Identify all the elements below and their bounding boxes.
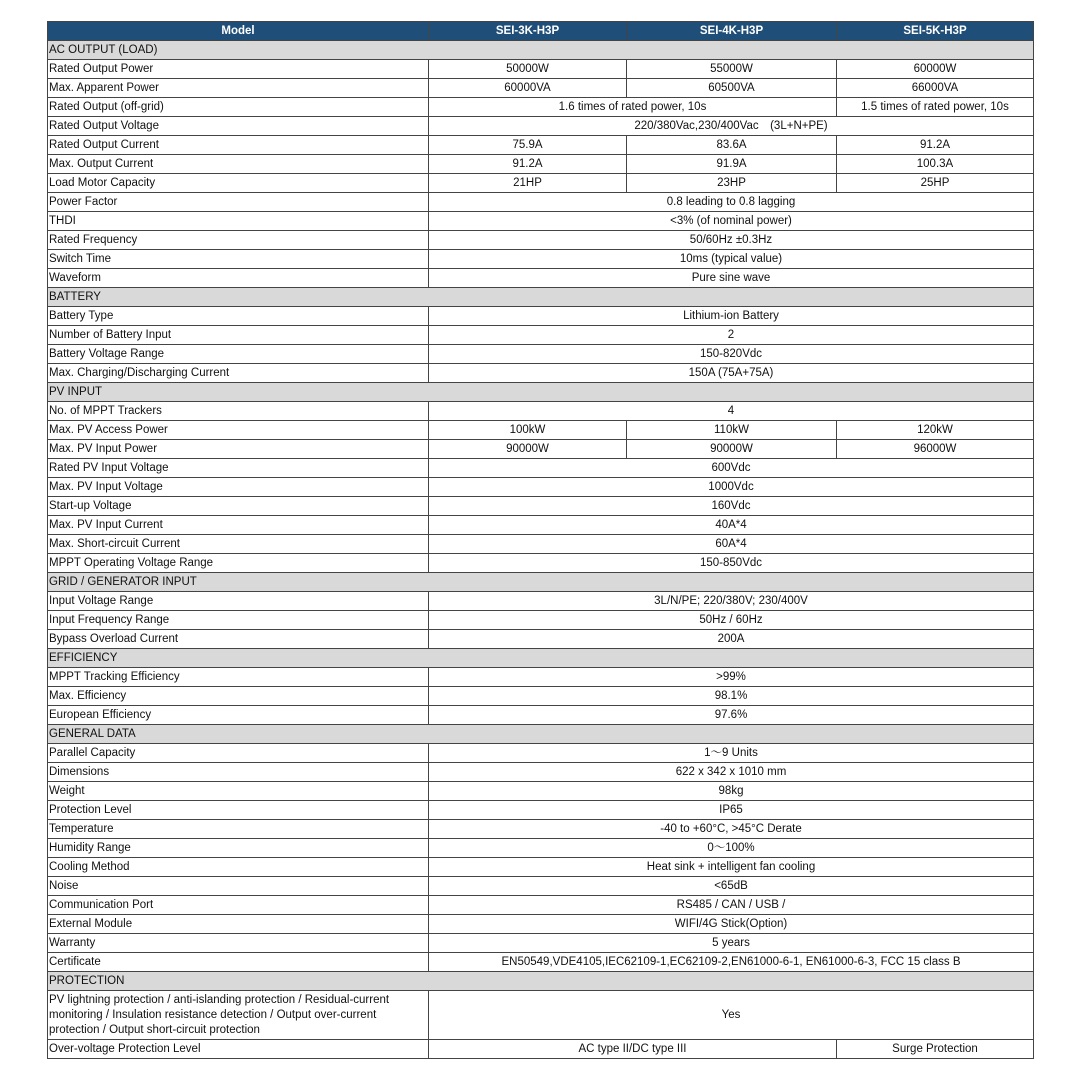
table-row: [48, 345, 1034, 364]
row-value: 220/380Vac,230/400Vac (3L+N+PE): [429, 117, 1034, 136]
header-model-3: SEI-5K-H3P: [837, 22, 1034, 41]
table-row: [48, 231, 1034, 250]
row-label: Battery Type: [48, 307, 429, 326]
table-row: [48, 155, 1034, 174]
row-value: 5 years: [429, 934, 1034, 953]
table-row: [48, 459, 1034, 478]
row-label: Input Frequency Range: [48, 611, 429, 630]
row-value: 200A: [429, 630, 1034, 649]
row-label: Certificate: [48, 953, 429, 972]
row-label: Max. Short-circuit Current: [48, 535, 429, 554]
table-row: [48, 858, 1034, 877]
row-value: 1.6 times of rated power, 10s: [429, 98, 837, 117]
row-value: 55000W: [627, 60, 837, 79]
spec-table: [47, 21, 1034, 1059]
row-value: 0.8 leading to 0.8 lagging: [429, 193, 1034, 212]
row-value: 60500VA: [627, 79, 837, 98]
row-value: 150-820Vdc: [429, 345, 1034, 364]
section-ac-output: AC OUTPUT (LOAD): [48, 41, 1034, 60]
row-label: Max. PV Input Power: [48, 440, 429, 459]
row-value: >99%: [429, 668, 1034, 687]
row-value: Heat sink + intelligent fan cooling: [429, 858, 1034, 877]
row-label: Power Factor: [48, 193, 429, 212]
row-value: 10ms (typical value): [429, 250, 1034, 269]
row-value: <3% (of nominal power): [429, 212, 1034, 231]
table-row: [48, 364, 1034, 383]
row-value: AC type II/DC type III: [429, 1040, 837, 1059]
row-value: 91.2A: [837, 136, 1034, 155]
table-row: [48, 611, 1034, 630]
table-row: [48, 896, 1034, 915]
section-battery: BATTERY: [48, 288, 1034, 307]
table-row: [48, 440, 1034, 459]
row-value: 91.2A: [429, 155, 627, 174]
row-value: 0〜100%: [429, 839, 1034, 858]
table-row: [48, 117, 1034, 136]
section-efficiency: EFFICIENCY: [48, 649, 1034, 668]
row-value: EN50549,VDE4105,IEC62109-1,EC62109-2,EN61000-6-1, EN61000-6-3, FCC 15 class B: [429, 953, 1034, 972]
table-row: [48, 516, 1034, 535]
row-value: 90000W: [627, 440, 837, 459]
table-row: [48, 79, 1034, 98]
row-label: Cooling Method: [48, 858, 429, 877]
table-row: [48, 212, 1034, 231]
row-label: Parallel Capacity: [48, 744, 429, 763]
row-label: No. of MPPT Trackers: [48, 402, 429, 421]
row-value: 150A (75A+75A): [429, 364, 1034, 383]
row-label: Temperature: [48, 820, 429, 839]
row-value: RS485 / CAN / USB /: [429, 896, 1034, 915]
section-row: [48, 288, 1034, 307]
table-row: [48, 193, 1034, 212]
row-label: Load Motor Capacity: [48, 174, 429, 193]
row-label: Humidity Range: [48, 839, 429, 858]
row-label: Waveform: [48, 269, 429, 288]
row-label: Rated Output Power: [48, 60, 429, 79]
row-value: Pure sine wave: [429, 269, 1034, 288]
row-value: -40 to +60°C, >45°C Derate: [429, 820, 1034, 839]
row-label: Max. PV Input Voltage: [48, 478, 429, 497]
section-row: [48, 972, 1034, 991]
row-value: 50Hz / 60Hz: [429, 611, 1034, 630]
row-label: Rated Output (off-grid): [48, 98, 429, 117]
section-row: [48, 573, 1034, 592]
table-row: [48, 953, 1034, 972]
table-row: [48, 668, 1034, 687]
row-label: PV lightning protection / anti-islanding protection / Residual-current monitoring / Insulation resistance detection / Output over-current protection / Output short-circuit protection: [48, 991, 429, 1040]
row-value: 66000VA: [837, 79, 1034, 98]
row-label: Max. Output Current: [48, 155, 429, 174]
row-label: Over-voltage Protection Level: [48, 1040, 429, 1059]
row-value: 1〜9 Units: [429, 744, 1034, 763]
table-row: [48, 307, 1034, 326]
table-row: [48, 1040, 1034, 1059]
row-value: 25HP: [837, 174, 1034, 193]
row-label: Bypass Overload Current: [48, 630, 429, 649]
row-value: 110kW: [627, 421, 837, 440]
section-pv-input: PV INPUT: [48, 383, 1034, 402]
table-row: [48, 98, 1034, 117]
header-row: [48, 22, 1034, 41]
row-value: 1.5 times of rated power, 10s: [837, 98, 1034, 117]
row-value: 83.6A: [627, 136, 837, 155]
table-row: [48, 554, 1034, 573]
row-label: Rated Output Voltage: [48, 117, 429, 136]
row-value: <65dB: [429, 877, 1034, 896]
row-value: Yes: [429, 991, 1034, 1040]
table-row: [48, 839, 1034, 858]
table-row: [48, 630, 1034, 649]
row-value: 160Vdc: [429, 497, 1034, 516]
row-label: Battery Voltage Range: [48, 345, 429, 364]
row-label: Protection Level: [48, 801, 429, 820]
row-value: 98kg: [429, 782, 1034, 801]
row-value: 50/60Hz ±0.3Hz: [429, 231, 1034, 250]
row-value: 4: [429, 402, 1034, 421]
row-value: 91.9A: [627, 155, 837, 174]
row-label: Start-up Voltage: [48, 497, 429, 516]
table-row: [48, 763, 1034, 782]
row-value: IP65: [429, 801, 1034, 820]
row-value: 120kW: [837, 421, 1034, 440]
row-label: Max. Charging/Discharging Current: [48, 364, 429, 383]
table-row: [48, 991, 1034, 1040]
section-general: GENERAL DATA: [48, 725, 1034, 744]
table-row: [48, 934, 1034, 953]
section-protection: PROTECTION: [48, 972, 1034, 991]
row-value: 90000W: [429, 440, 627, 459]
table-row: [48, 326, 1034, 345]
row-value: Surge Protection: [837, 1040, 1034, 1059]
row-label: MPPT Tracking Efficiency: [48, 668, 429, 687]
table-row: [48, 687, 1034, 706]
row-label: Weight: [48, 782, 429, 801]
header-model-2: SEI-4K-H3P: [627, 22, 837, 41]
row-label: European Efficiency: [48, 706, 429, 725]
row-value: 60A*4: [429, 535, 1034, 554]
table-row: [48, 497, 1034, 516]
table-row: [48, 402, 1034, 421]
table-row: [48, 801, 1034, 820]
row-label: Noise: [48, 877, 429, 896]
table-row: [48, 820, 1034, 839]
row-label: Max. Efficiency: [48, 687, 429, 706]
row-label: THDI: [48, 212, 429, 231]
row-value: 100kW: [429, 421, 627, 440]
row-label: Max. PV Input Current: [48, 516, 429, 535]
row-value: 150-850Vdc: [429, 554, 1034, 573]
row-value: 1000Vdc: [429, 478, 1034, 497]
section-row: [48, 383, 1034, 402]
row-label: MPPT Operating Voltage Range: [48, 554, 429, 573]
row-value: Lithium-ion Battery: [429, 307, 1034, 326]
row-value: 96000W: [837, 440, 1034, 459]
row-value: 97.6%: [429, 706, 1034, 725]
row-value: 60000W: [837, 60, 1034, 79]
table-row: [48, 782, 1034, 801]
row-label: Warranty: [48, 934, 429, 953]
row-label: Switch Time: [48, 250, 429, 269]
table-row: [48, 136, 1034, 155]
row-label: Communication Port: [48, 896, 429, 915]
row-value: 21HP: [429, 174, 627, 193]
table-row: [48, 535, 1034, 554]
table-row: [48, 478, 1034, 497]
table-row: [48, 421, 1034, 440]
table-row: [48, 744, 1034, 763]
row-value: 23HP: [627, 174, 837, 193]
section-row: [48, 725, 1034, 744]
row-value: 100.3A: [837, 155, 1034, 174]
row-label: Max. PV Access Power: [48, 421, 429, 440]
section-row: [48, 649, 1034, 668]
row-label: External Module: [48, 915, 429, 934]
table-row: [48, 174, 1034, 193]
row-label: Number of Battery Input: [48, 326, 429, 345]
header-model: Model: [48, 22, 429, 41]
row-label: Max. Apparent Power: [48, 79, 429, 98]
row-label: Rated Frequency: [48, 231, 429, 250]
table-row: [48, 915, 1034, 934]
section-grid: GRID / GENERATOR INPUT: [48, 573, 1034, 592]
header-model-1: SEI-3K-H3P: [429, 22, 627, 41]
row-value: 60000VA: [429, 79, 627, 98]
table-row: [48, 592, 1034, 611]
row-value: 98.1%: [429, 687, 1034, 706]
table-row: [48, 60, 1034, 79]
table-row: [48, 250, 1034, 269]
row-value: 600Vdc: [429, 459, 1034, 478]
row-value: 40A*4: [429, 516, 1034, 535]
table-row: [48, 706, 1034, 725]
row-label: Rated PV Input Voltage: [48, 459, 429, 478]
section-row: [48, 41, 1034, 60]
row-label: Dimensions: [48, 763, 429, 782]
row-value: 3L/N/PE; 220/380V; 230/400V: [429, 592, 1034, 611]
row-value: 622 x 342 x 1010 mm: [429, 763, 1034, 782]
row-label: Rated Output Current: [48, 136, 429, 155]
row-label: Input Voltage Range: [48, 592, 429, 611]
table-row: [48, 877, 1034, 896]
row-value: 50000W: [429, 60, 627, 79]
row-value: 2: [429, 326, 1034, 345]
row-value: WIFI/4G Stick(Option): [429, 915, 1034, 934]
table-row: [48, 269, 1034, 288]
row-value: 75.9A: [429, 136, 627, 155]
